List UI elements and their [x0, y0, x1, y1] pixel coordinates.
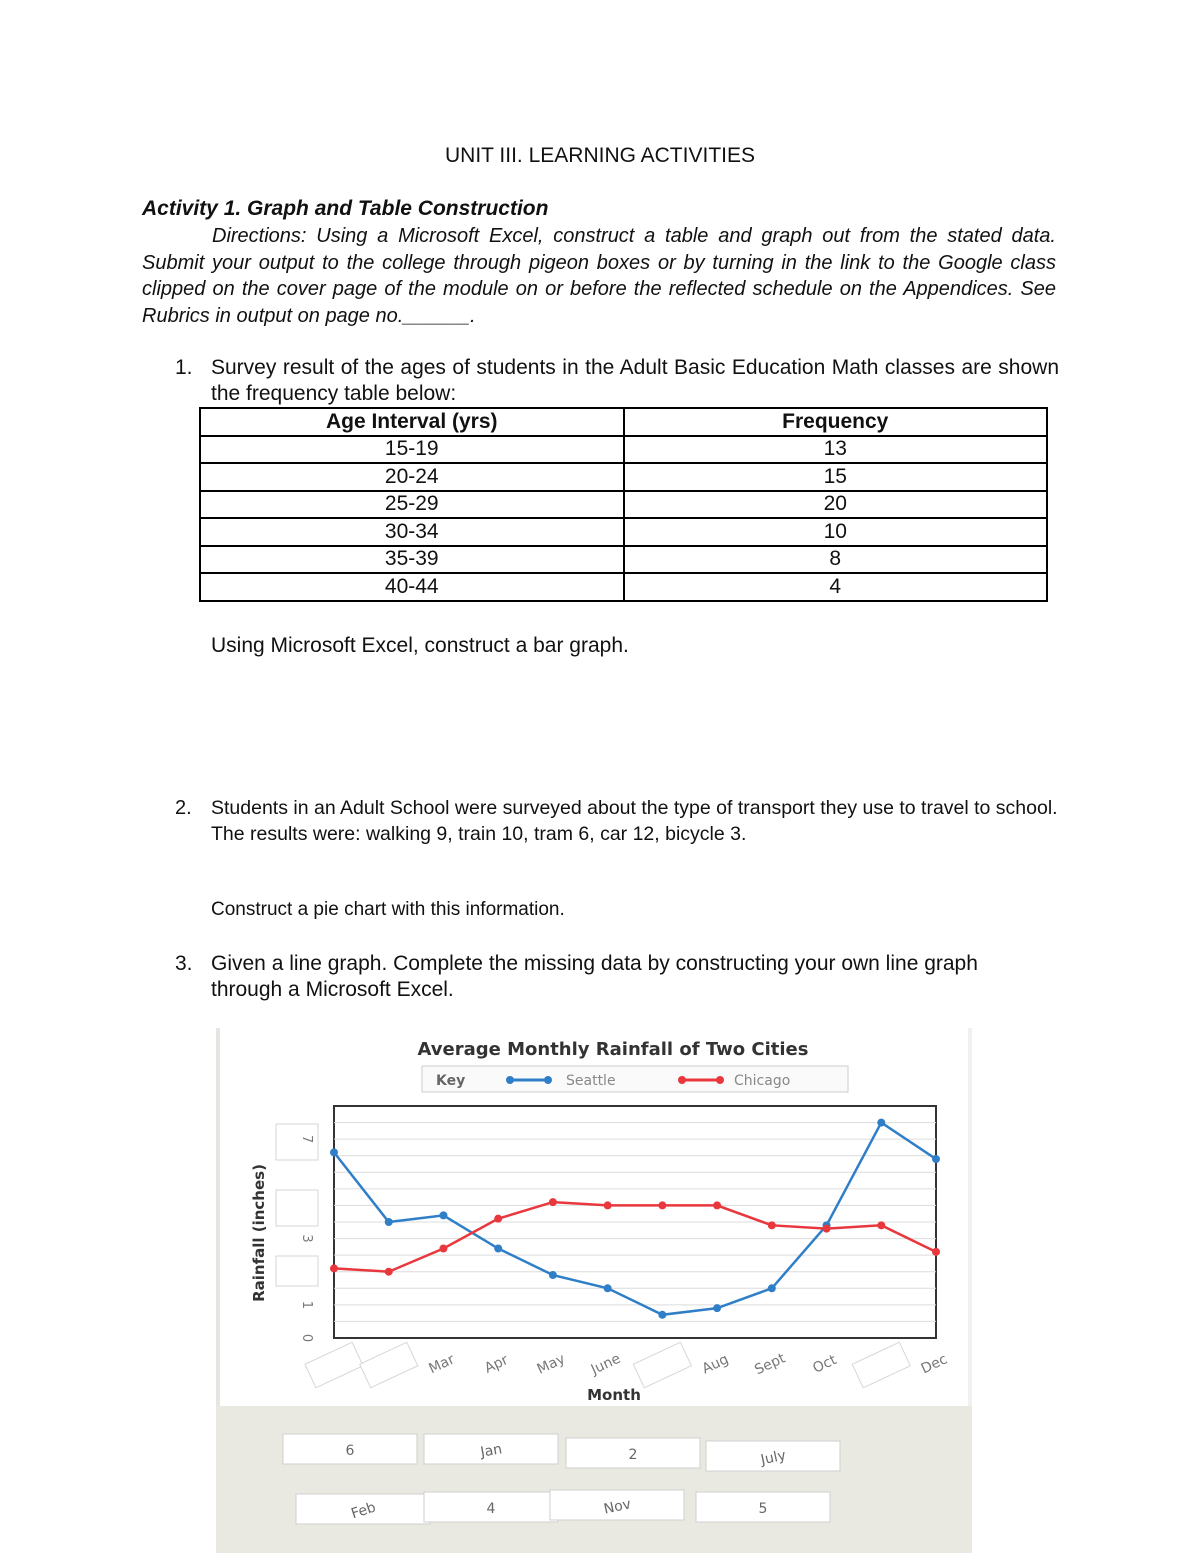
- table-header: Frequency: [624, 408, 1048, 436]
- y-axis-label: Rainfall (inches): [250, 1164, 268, 1302]
- table-header-row: [200, 408, 1047, 436]
- legend-marker: [544, 1076, 552, 1084]
- answer-tile[interactable]: [706, 1441, 840, 1471]
- legend-label-seattle: Seattle: [566, 1073, 616, 1089]
- y-drop-box[interactable]: [276, 1256, 318, 1286]
- table-cell: 15-19: [200, 436, 624, 464]
- item-1-instruction: Using Microsoft Excel, construct a bar graph.: [211, 634, 629, 657]
- table-cell: 4: [624, 573, 1048, 601]
- data-point: [713, 1201, 721, 1209]
- unit-title: UNIT III. LEARNING ACTIVITIES: [444, 144, 755, 167]
- legend-key-label: Key: [436, 1073, 466, 1089]
- table-row: [200, 573, 1047, 601]
- table-row: [200, 463, 1047, 491]
- x-tick-label: Sept: [752, 1350, 788, 1379]
- answer-tray: [216, 1406, 972, 1553]
- answer-tile-label: Nov: [602, 1496, 633, 1518]
- data-point: [713, 1304, 721, 1312]
- data-point: [877, 1119, 885, 1127]
- x-tick-label: June: [588, 1350, 624, 1379]
- data-point: [768, 1284, 776, 1292]
- data-point: [330, 1264, 338, 1272]
- answer-tile[interactable]: [424, 1492, 558, 1522]
- data-point: [385, 1268, 393, 1276]
- x-tick-label: Dec: [918, 1351, 950, 1378]
- data-point: [658, 1201, 666, 1209]
- data-point: [549, 1271, 557, 1279]
- answer-tile[interactable]: [296, 1494, 430, 1524]
- item-text: Survey result of the ages of students in the Adult Basic Education Math classes are shown the frequency table below:: [211, 356, 1059, 405]
- table-cell: 13: [624, 436, 1048, 464]
- table-cell: 20-24: [200, 463, 624, 491]
- chart-legend: [422, 1066, 848, 1092]
- y-tick-label: 7: [299, 1135, 314, 1144]
- table-row: [200, 491, 1047, 519]
- answer-tile-label: 5: [758, 1501, 768, 1517]
- answer-tile[interactable]: [283, 1434, 417, 1464]
- table-cell: 25-29: [200, 491, 624, 519]
- item-text: Given a line graph. Complete the missing data by constructing your own line graph through a Microsoft Excel.: [211, 952, 978, 1001]
- table-row: [200, 546, 1047, 574]
- x-tick-label: Oct: [810, 1352, 840, 1377]
- item-2-instruction: Construct a pie chart with this information.: [211, 899, 565, 920]
- answer-tile-label: July: [759, 1447, 788, 1469]
- item-number: 3.: [175, 952, 193, 975]
- y-tick-label: 0: [299, 1333, 314, 1343]
- answer-tile-label: Jan: [479, 1441, 504, 1461]
- data-point: [494, 1245, 502, 1253]
- item-text: Students in an Adult School were surveyed about the type of transport they use to travel to school. The results were: walking 9, train 10, tram 6, car 12, bicycle 3.: [211, 797, 1058, 845]
- rainfall-chart-svg: [216, 1028, 972, 1553]
- frequency-table: [199, 407, 1048, 602]
- x-tick-label: Aug: [699, 1351, 732, 1378]
- x-tick-label: Apr: [482, 1352, 511, 1377]
- table-cell: 15: [624, 463, 1048, 491]
- answer-tile-label: Feb: [349, 1499, 378, 1523]
- data-point: [439, 1211, 447, 1219]
- legend-marker: [716, 1076, 724, 1084]
- y-tick-label: 3: [299, 1234, 314, 1243]
- answer-tile-label: 4: [486, 1501, 496, 1517]
- data-point: [823, 1225, 831, 1233]
- x-axis-label: Month: [587, 1386, 641, 1404]
- y-drop-box[interactable]: [276, 1190, 318, 1226]
- table-cell: 40-44: [200, 573, 624, 601]
- directions-paragraph: Directions: Using a Microsoft Excel, construct a table and graph out from the stated data. Submit your output to the college through pigeon boxes or by turning in the link to the Google class clipped on the cover page of the module on or before the reflected schedule on the Appendices. See Rubrics in output on page no.______.: [142, 225, 1056, 327]
- data-point: [877, 1221, 885, 1229]
- data-point: [549, 1198, 557, 1206]
- table-row: [200, 436, 1047, 464]
- x-tick-label: Mar: [426, 1351, 458, 1378]
- data-point: [768, 1221, 776, 1229]
- data-point: [604, 1201, 612, 1209]
- answer-tile-label: 2: [628, 1447, 638, 1463]
- item-number: 2.: [175, 797, 192, 819]
- data-point: [658, 1311, 666, 1319]
- data-point: [494, 1215, 502, 1223]
- answer-tile[interactable]: [424, 1434, 558, 1464]
- table-cell: 20: [624, 491, 1048, 519]
- data-point: [932, 1155, 940, 1163]
- x-tick-label: May: [534, 1351, 568, 1378]
- answer-tile[interactable]: [566, 1438, 700, 1468]
- table-cell: 35-39: [200, 546, 624, 574]
- table-row: [200, 518, 1047, 546]
- table-cell: 8: [624, 546, 1048, 574]
- answer-tile[interactable]: [550, 1490, 684, 1520]
- chart-title: Average Monthly Rainfall of Two Cities: [417, 1039, 809, 1060]
- answer-tile[interactable]: [696, 1492, 830, 1522]
- y-tick-label: 1: [299, 1300, 314, 1309]
- table-header: Age Interval (yrs): [200, 408, 624, 436]
- table-cell: 30-34: [200, 518, 624, 546]
- legend-label-chicago: Chicago: [734, 1073, 791, 1089]
- data-point: [604, 1284, 612, 1292]
- table-cell: 10: [624, 518, 1048, 546]
- data-point: [932, 1248, 940, 1256]
- data-point: [385, 1218, 393, 1226]
- answer-tile-label: 6: [345, 1443, 355, 1459]
- legend-marker: [506, 1076, 514, 1084]
- legend-marker: [678, 1076, 686, 1084]
- item-number: 1.: [175, 356, 193, 379]
- rainfall-chart: [216, 1028, 972, 1553]
- activity-title: Activity 1. Graph and Table Construction: [142, 197, 549, 220]
- data-point: [439, 1245, 447, 1253]
- data-point: [330, 1148, 338, 1156]
